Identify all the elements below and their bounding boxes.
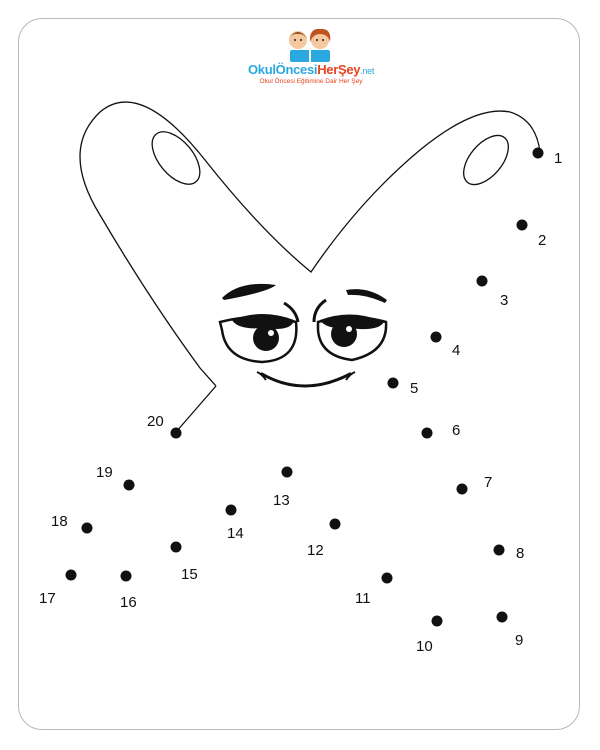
dot-7 [457, 484, 468, 495]
logo-title-part2: HerŞey [317, 62, 361, 77]
dot-label-10: 10 [416, 638, 433, 655]
dot-6 [422, 428, 433, 439]
dot-16 [121, 571, 132, 582]
dot-1 [533, 148, 544, 159]
right-eyebrow [346, 289, 387, 303]
left-highlight [143, 123, 209, 192]
dot-label-18: 18 [51, 513, 68, 530]
dot-label-15: 15 [181, 566, 198, 583]
dot-12 [330, 519, 341, 530]
logo-tagline: Okul Öncesi Eğitimine Dair Her Şey [259, 78, 363, 85]
dots-layer [39, 148, 562, 656]
dot-9 [497, 612, 508, 623]
dot-5 [388, 378, 399, 389]
dot-label-4: 4 [452, 342, 461, 359]
dot-label-6: 6 [452, 422, 461, 439]
dot-label-11: 11 [355, 590, 371, 607]
dot-8 [494, 545, 505, 556]
dot-13 [282, 467, 293, 478]
heart-outline-tail [176, 386, 216, 432]
smile [262, 374, 350, 386]
dot-10 [432, 616, 443, 627]
left-eyebrow [222, 284, 276, 300]
dot-label-8: 8 [516, 545, 525, 562]
dot-label-13: 13 [273, 492, 290, 509]
face [220, 284, 387, 386]
dot-label-14: 14 [227, 525, 244, 542]
dot-label-1: 1 [554, 150, 563, 167]
logo-title-part1: OkulÖncesi [247, 62, 318, 77]
dot-11 [382, 573, 393, 584]
dot-18 [82, 523, 93, 534]
dot-3 [477, 276, 488, 287]
dot-label-16: 16 [120, 594, 137, 611]
dot-label-12: 12 [307, 542, 324, 559]
dot-label-7: 7 [484, 474, 493, 491]
dot-20 [171, 428, 182, 439]
dot-label-5: 5 [410, 380, 419, 397]
heart-outline [80, 102, 540, 386]
dot-19 [124, 480, 135, 491]
dot-label-20: 20 [147, 413, 164, 430]
logo-title-part3: .net [360, 66, 375, 76]
dot-4 [431, 332, 442, 343]
right-eye [314, 300, 386, 360]
dot-label-9: 9 [515, 632, 524, 649]
dot-label-19: 19 [96, 464, 113, 481]
dot-2 [517, 220, 528, 231]
dot-label-2: 2 [538, 232, 547, 249]
right-highlight [455, 128, 517, 193]
dot-15 [171, 542, 182, 553]
dot-17 [66, 570, 77, 581]
left-eye [220, 303, 298, 362]
dot-label-17: 17 [39, 590, 56, 607]
dot-label-3: 3 [500, 292, 509, 309]
dot-14 [226, 505, 237, 516]
